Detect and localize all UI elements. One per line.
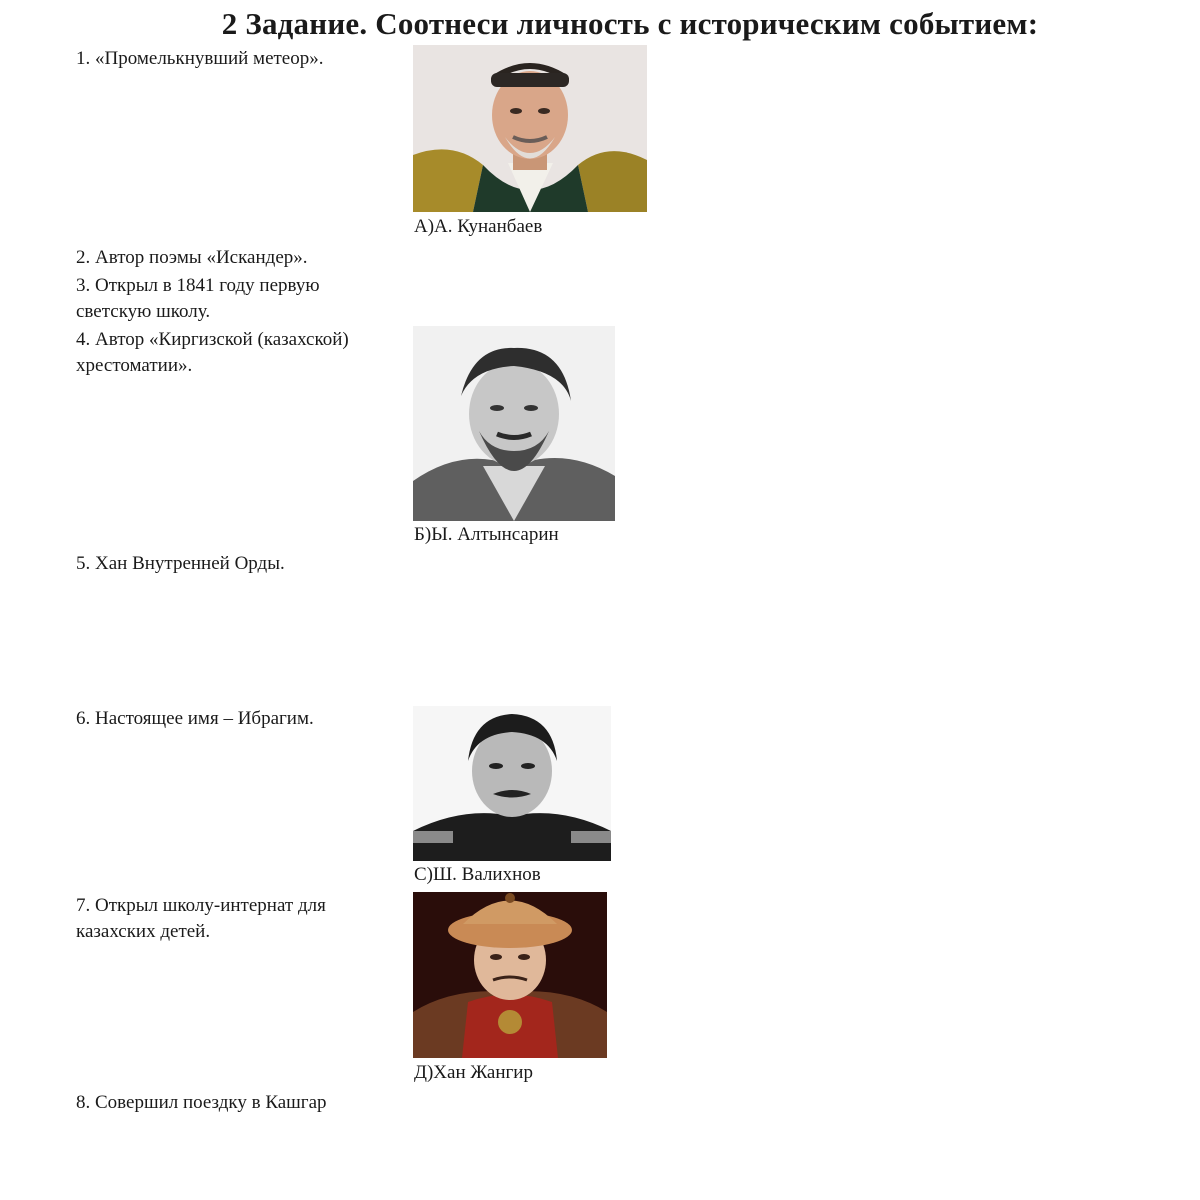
portrait-kunanbaev [413,45,647,212]
portrait-zhangir [413,892,607,1058]
portrait-altynsarin [413,326,615,521]
task-title: 2 Задание. Соотнеси личность с историческим событием: [221,6,1039,41]
caption-b: Б)Ы. Алтынсарин [414,524,559,545]
question-2: 2. Автор поэмы «Искандер». [76,247,308,268]
caption-a: А)А. Кунанбаев [414,216,543,237]
caption-d: Д)Хан Жангир [414,1062,533,1083]
question-5: 5. Хан Внутренней Орды. [76,553,285,574]
question-7: 7. Открыл школу-интернат для казахских детей. [76,895,326,942]
question-1: 1. «Промелькнувший метеор». [76,48,324,69]
question-4: 4. Автор «Киргизской (казахской) хрестоматии». [76,329,349,376]
caption-c: С)Ш. Валихнов [414,864,541,885]
question-6: 6. Настоящее имя – Ибрагим. [76,708,314,729]
question-3: 3. Открыл в 1841 году первую светскую школу. [76,275,320,322]
question-8: 8. Совершил поездку в Кашгар [76,1092,327,1113]
portrait-valikhanov [413,706,611,861]
